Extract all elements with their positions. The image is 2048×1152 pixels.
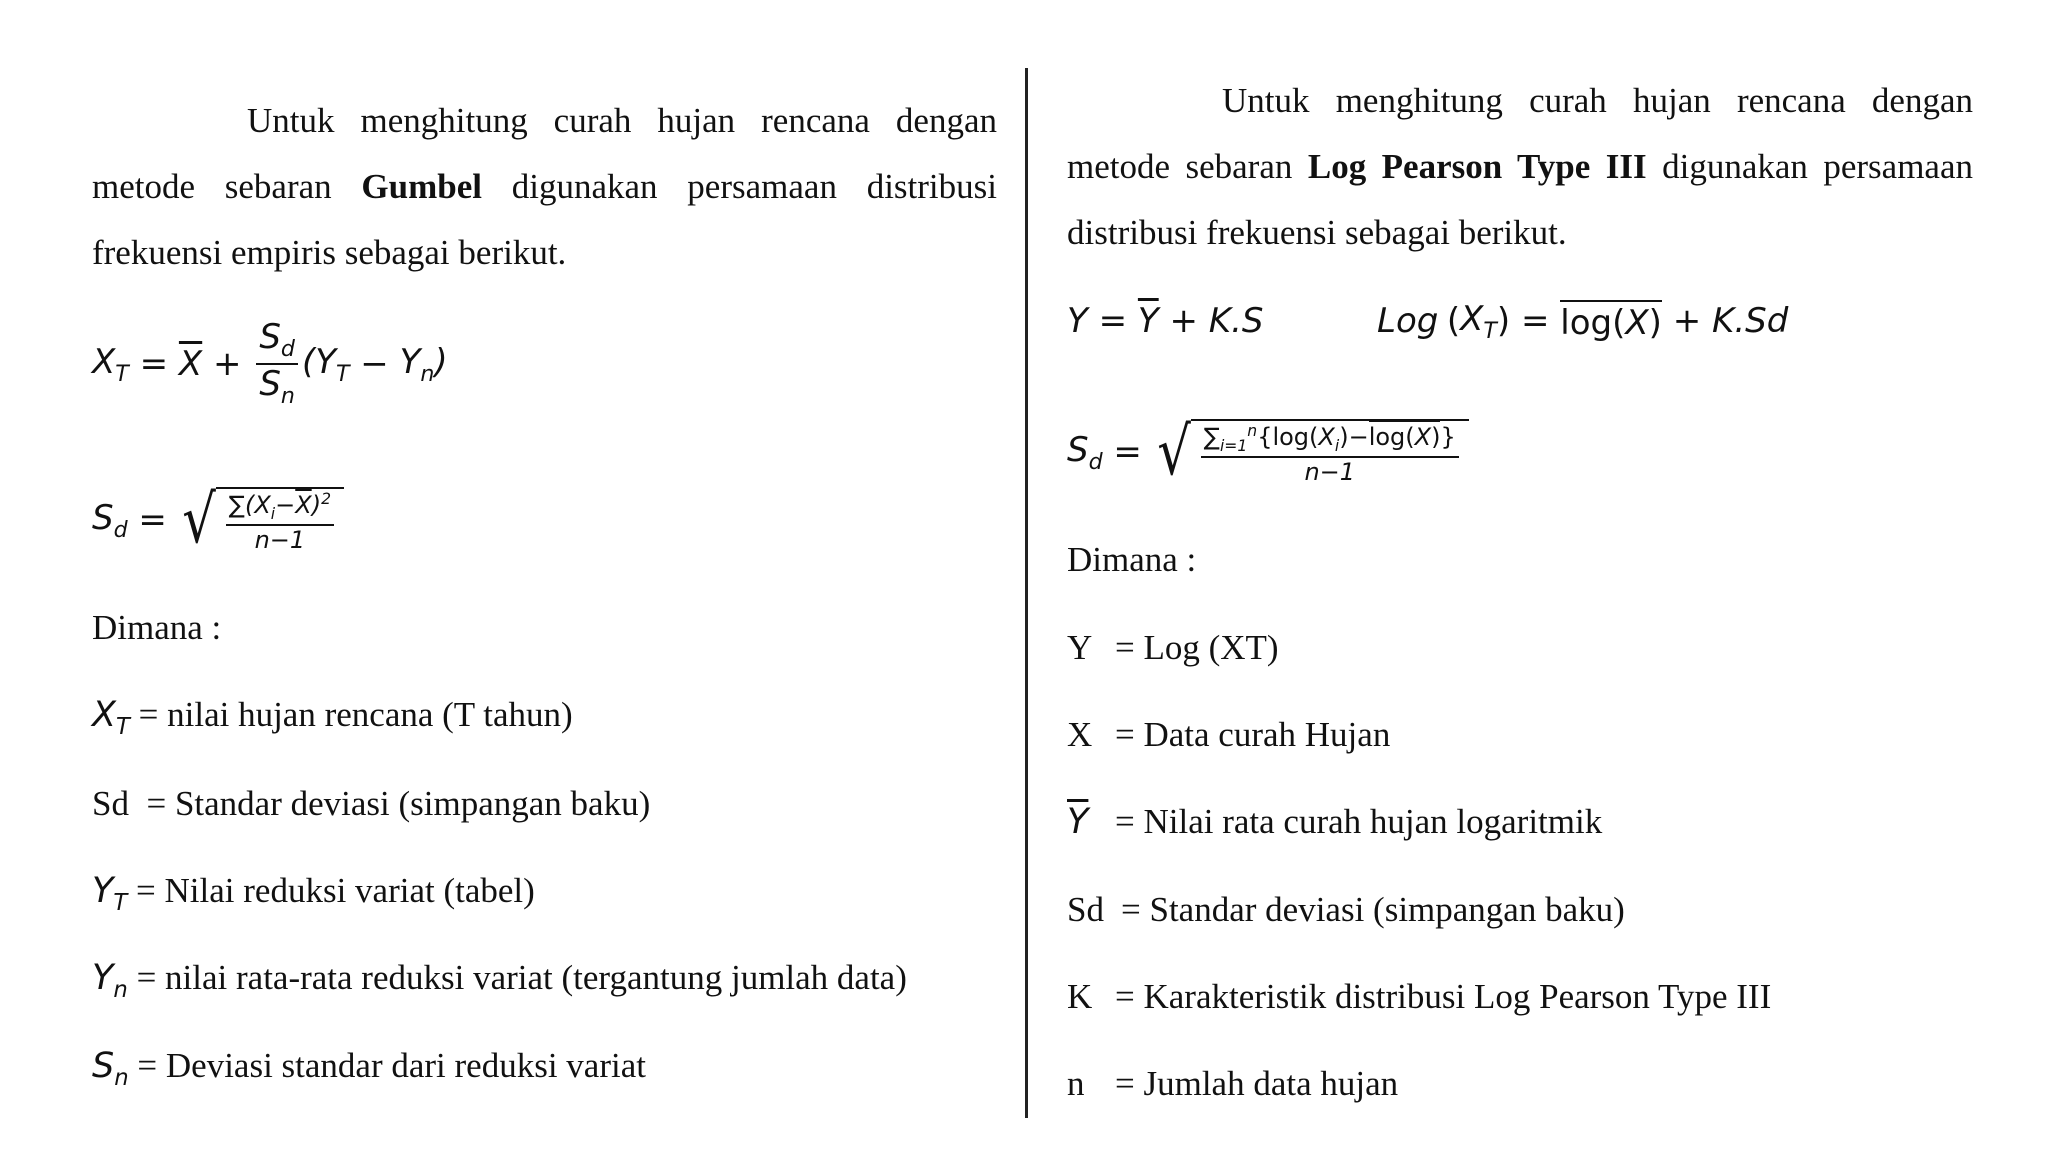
def-sd-right: Sd = Standar deviasi (simpangan baku) <box>1067 890 1625 929</box>
def-sn-symbol: $S_n$ <box>92 1046 129 1091</box>
def-k: K = Karakteristik distribusi Log Pearson Type III <box>1067 977 1772 1016</box>
right-dimana-label: Dimana : <box>1067 540 1197 579</box>
def-xt: $X_T$ = nilai hujan rencana (T tahun) <box>92 695 573 740</box>
right-intro-paragraph: Untuk menghitung curah hujan rencana dengan metode sebaran Log Pearson Type III digunakan persamaan distribusi frekuensi sebagai berikut. <box>1067 81 1973 252</box>
formula-y-logpearson: Y = $\overline{Y}$ + K.S <box>1067 301 1264 341</box>
def-yt: $Y_T$ = Nilai reduksi variat (tabel) <box>92 871 535 916</box>
def-sn: $S_n$ = Deviasi standar dari reduksi variat <box>92 1046 646 1091</box>
def-n: n = Jumlah data hujan <box>1067 1064 1399 1103</box>
left-intro-paragraph: Untuk menghitung curah hujan rencana dengan metode sebaran Gumbel digunakan persamaan distribusi frekuensi empiris sebagai berikut. <box>92 101 997 272</box>
def-yt-symbol: $Y_T$ <box>92 871 128 916</box>
def-xt-symbol: $X_T$ <box>92 695 130 740</box>
def-ybar: $\overline{Y}$ = Nilai rata curah hujan logaritmik <box>1067 802 1603 842</box>
column-divider <box>1025 68 1028 1118</box>
def-x: X = Data curah Hujan <box>1067 715 1391 754</box>
def-y: Y = Log (XT) <box>1067 628 1279 667</box>
def-yn: $Y_n$ = nilai rata-rata reduksi variat (tergantung jumlah data) <box>92 958 907 1003</box>
def-ybar-symbol: $\overline{Y}$ <box>1067 802 1089 842</box>
formula-log-xt: Log ( $X_T$ ) = log(X) + K.Sd <box>1377 298 1789 344</box>
formula-sd-logpearson: $S_d$ = √ $\frac{\sum_{i=1}^n\{\log(X_i)-\log(X)\}}{n-1}$ <box>1067 410 1469 494</box>
method-name-gumbel: Gumbel <box>361 167 482 206</box>
left-dimana-label: Dimana : <box>92 608 222 647</box>
method-name-log-pearson: Log Pearson Type III <box>1307 147 1647 186</box>
formula-xt-gumbel: $X_T$ = $\overline{X}$ + $\frac{S_d}{S_n}$ ($Y_T$ − $Y_n$) <box>92 317 448 409</box>
def-yn-symbol: $Y_n$ <box>92 958 128 1003</box>
formula-sd-gumbel: $S_d$ = √ $\frac{\sum(X_i-\overline{X})^2}{n-1}$ <box>92 478 344 562</box>
def-sd: Sd = Standar deviasi (simpangan baku) <box>92 784 651 823</box>
